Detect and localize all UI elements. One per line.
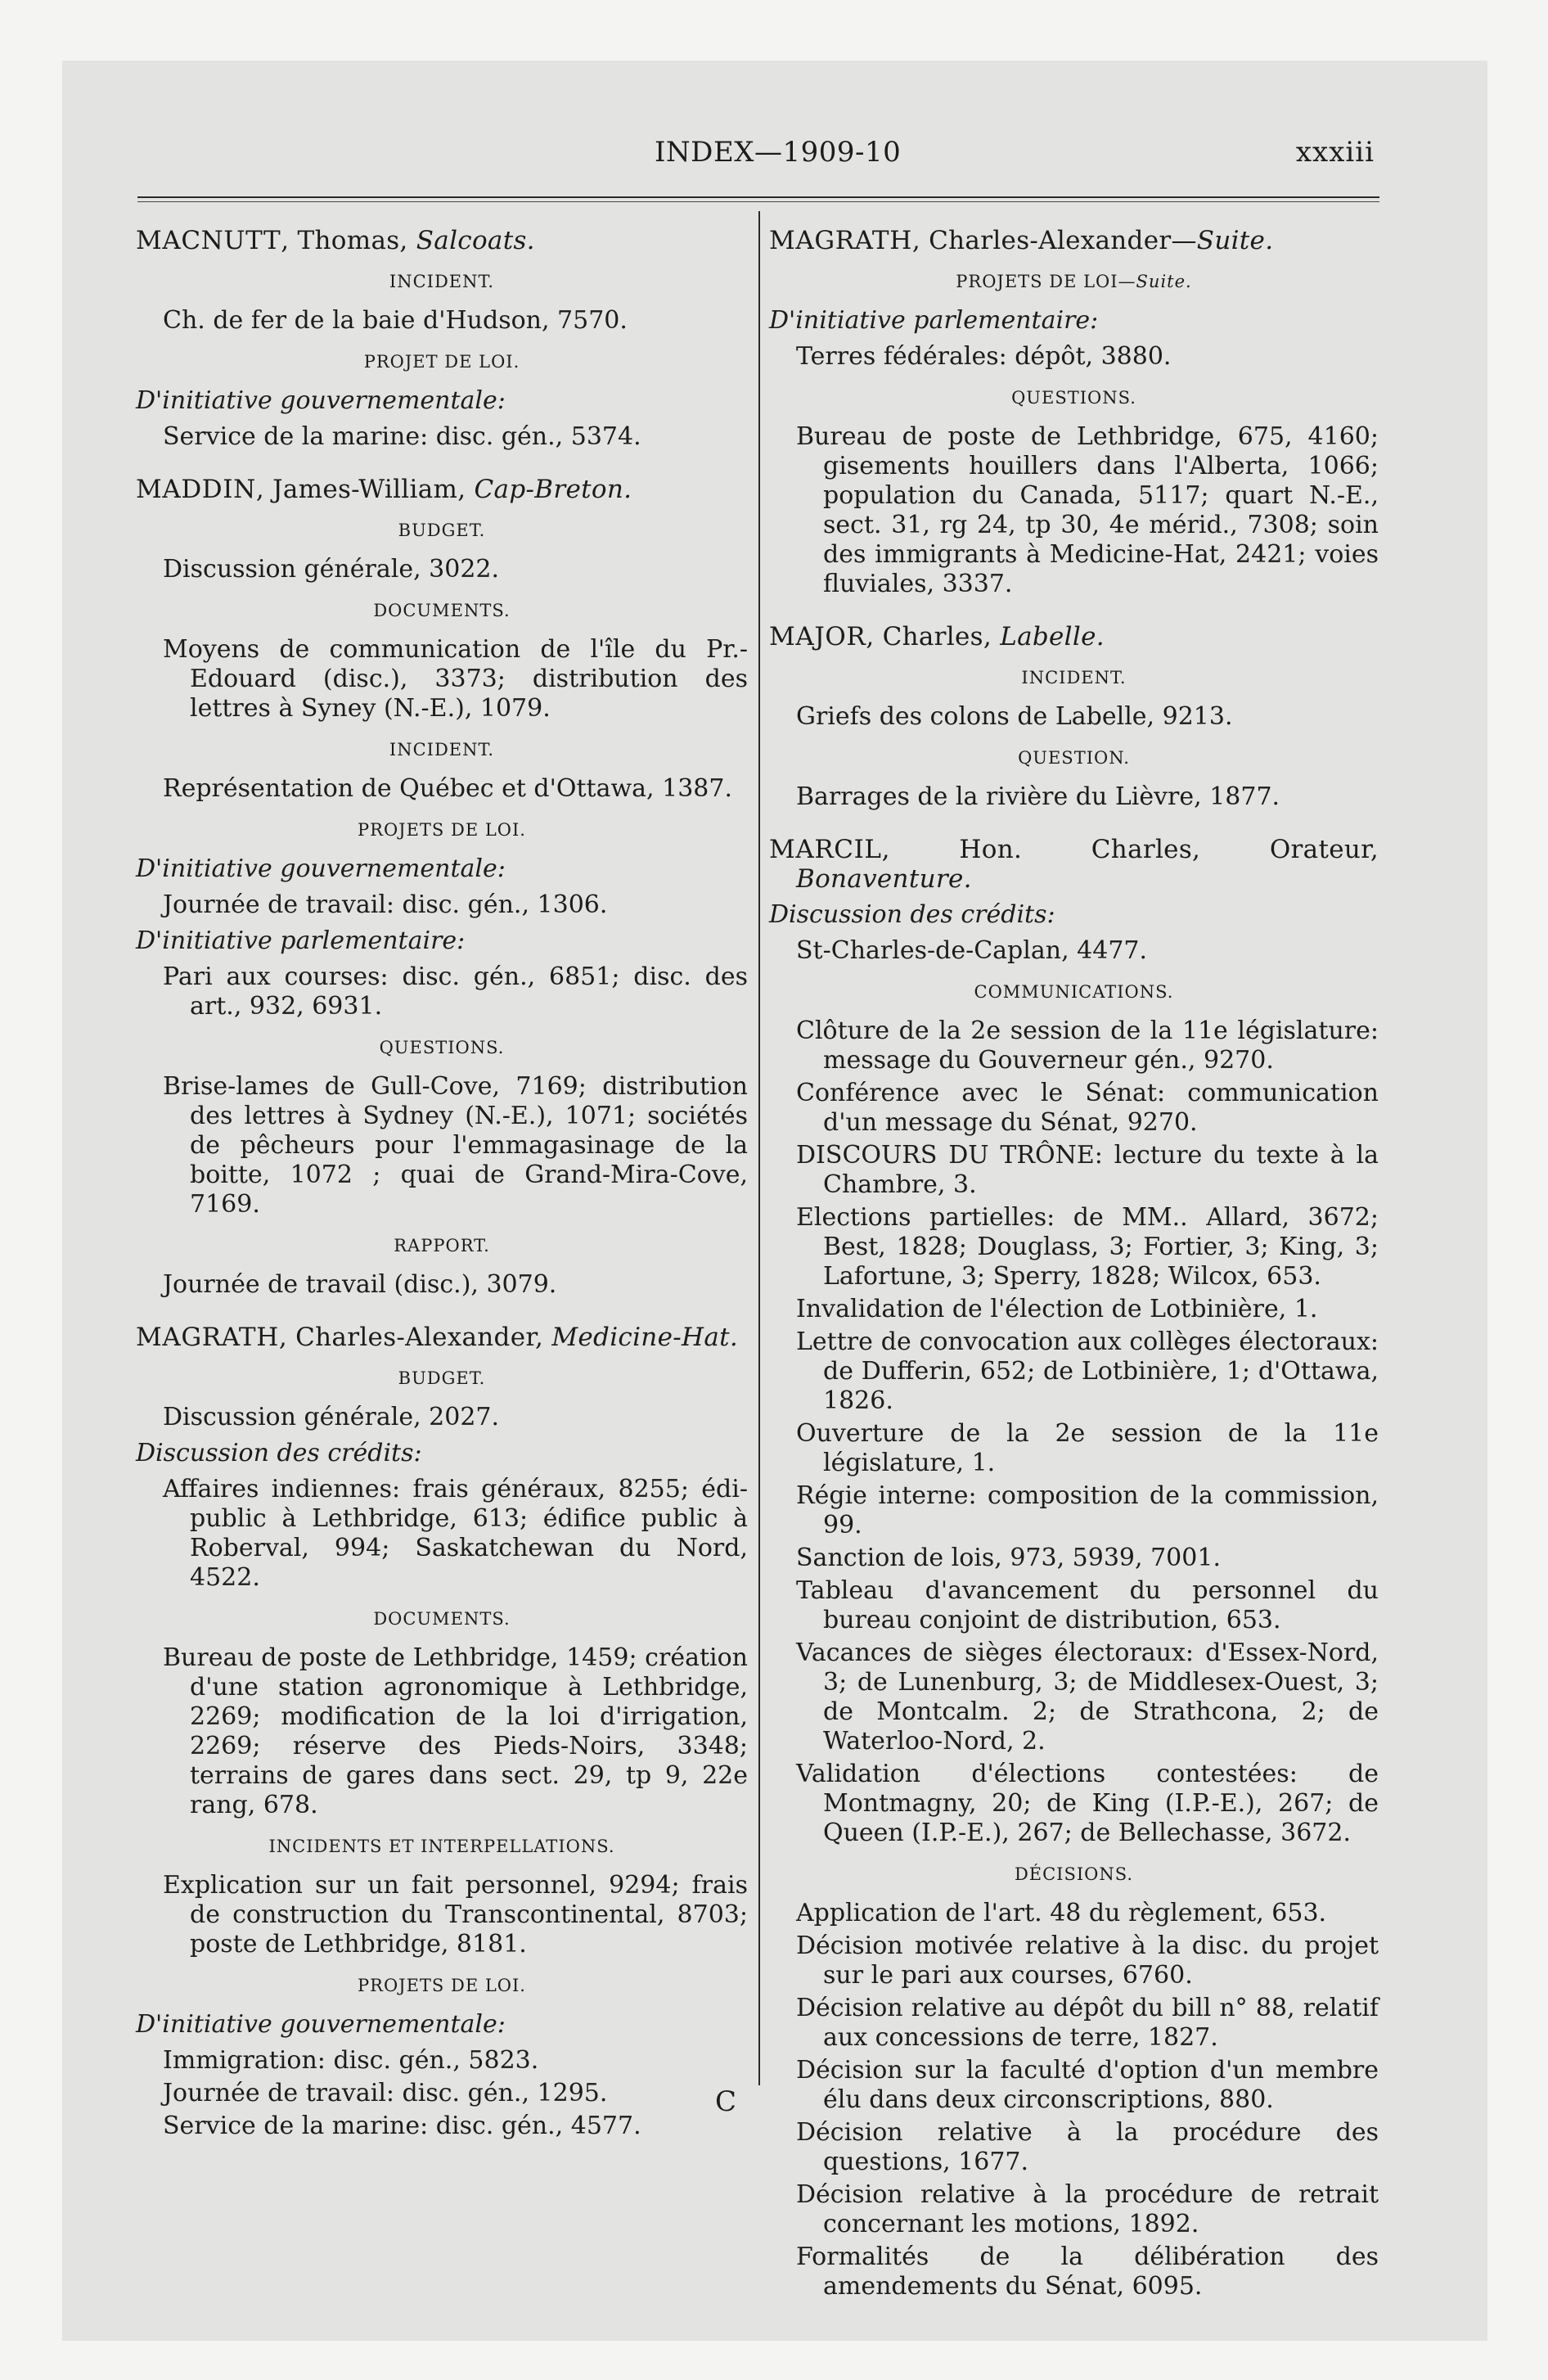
index-entry: Décision sur la faculté d'option d'un membre élu dans deux circonscriptions, 880. [796, 2056, 1379, 2114]
index-entry: Représentation de Québec et d'Ottawa, 1387. [163, 774, 732, 803]
index-entry: Ch. de fer de la baie d'Hudson, 7570. [163, 306, 628, 335]
index-entry: Affaires indiennes: frais généraux, 8255; édi-public à Lethbridge, 613; édifice public à Roberval, 994; Saskatchewan du Nord, 4522. [163, 1475, 748, 1592]
left-column [136, 226, 748, 2144]
section-heading: DOCUMENTS. [373, 601, 511, 620]
index-entry: Formalités de la délibération des amendements du Sénat, 6095. [796, 2243, 1379, 2301]
index-entry: Régie interne: composition de la commission, 99. [796, 1481, 1379, 1539]
section-heading: QUESTIONS. [1011, 388, 1136, 408]
index-entry: Bureau de poste de Lethbridge, 675, 4160; gisements houillers dans l'Alberta, 1066; population du Canada, 5117; quart N.-E., sect. 31, rg 24, tp 30, 4e mérid., 7308; soin des immigrants à Medicine-Hat, 2421; voies fluviales, 3337. [796, 422, 1379, 598]
section-heading: BUDGET. [398, 521, 486, 540]
index-entry: Explication sur un fait personnel, 9294; frais de construction du Transcontinental, 8703; poste de Lethbridge, 8181. [163, 1871, 748, 1959]
section-heading: DÉCISIONS. [1014, 1864, 1134, 1884]
member-name-magrath-suite: MAGRATH, Charles-Alexander—Suite. [769, 226, 1274, 255]
index-entry: Application de l'art. 48 du règlement, 653. [796, 1899, 1327, 1927]
member-name-macnutt: MACNUTT, Thomas, Salcoats. [136, 226, 535, 255]
index-entry: DISCOURS DU TRÔNE: lecture du texte à la Chambre, 3. [796, 1141, 1379, 1199]
index-entry: Terres fédérales: dépôt, 3880. [796, 342, 1172, 371]
index-entry: Ouverture de la 2e session de la 11e législature, 1. [796, 1419, 1379, 1477]
index-entry: Lettre de convocation aux collèges électoraux: de Dufferin, 652; de Lotbinière, 1; d'Ottawa, 1826. [796, 1327, 1379, 1415]
index-entry: Décision relative au dépôt du bill n° 88, relatif aux concessions de terre, 1827. [796, 1994, 1379, 2052]
member-name-magrath: MAGRATH, Charles-Alexander, Medicine-Hat. [136, 1323, 739, 1352]
page-number: xxxiii [1295, 136, 1375, 169]
section-heading: INCIDENT. [389, 740, 495, 760]
index-entry: St-Charles-de-Caplan, 4477. [796, 936, 1148, 965]
index-entry: Pari aux courses: disc. gén., 6851; disc. des art., 932, 6931. [163, 962, 748, 1021]
index-entry: Barrages de la rivière du Lièvre, 1877. [796, 782, 1280, 811]
index-entry: Journée de travail: disc. gén., 1306. [163, 890, 608, 919]
running-header-title: INDEX—1909-10 [655, 136, 902, 169]
index-entry: Discussion générale, 2027. [163, 1403, 500, 1431]
section-heading: PROJETS DE LOI. [358, 820, 526, 840]
section-heading: QUESTIONS. [379, 1038, 505, 1057]
section-heading: PROJETS DE LOI—Suite. [956, 272, 1192, 291]
index-entry: Décision relative à la procédure de retrait concernant les motions, 1892. [796, 2180, 1379, 2238]
index-entry: Décision relative à la procédure des questions, 1677. [796, 2118, 1379, 2176]
section-heading: RAPPORT. [394, 1236, 490, 1255]
section-heading: INCIDENTS ET INTERPELLATIONS. [268, 1837, 615, 1856]
index-entry: Tableau d'avancement du personnel du bureau conjoint de distribution, 653. [796, 1576, 1379, 1634]
index-entry: Elections partielles: de MM.. Allard, 3672; Best, 1828; Douglass, 3; Fortier, 3; King, 3; Lafortune, 3; Sperry, 1828; Wilcox, 653. [796, 1203, 1379, 1291]
header-rule [137, 196, 1379, 198]
subsection-heading: Discussion des crédits: [769, 900, 1055, 929]
index-entry: Invalidation de l'élection de Lotbinière, 1. [796, 1295, 1318, 1323]
subsection-heading: D'initiative parlementaire: [136, 926, 466, 955]
subsection-heading: D'initiative gouvernementale: [136, 854, 506, 883]
member-name-marcil: MARCIL, Hon. Charles, Orateur, Bonaventure. [769, 835, 1379, 894]
index-entry: Sanction de lois, 973, 5939, 7001. [796, 1544, 1221, 1572]
index-entry: Validation d'élections contestées: de Montmagny, 20; de King (I.P.-E.), 267; de Queen (I.P.-E.), 267; de Bellechasse, 3672. [796, 1760, 1379, 1847]
section-heading: PROJET DE LOI. [363, 352, 520, 372]
index-entry: Décision motivée relative à la disc. du projet sur le pari aux courses, 6760. [796, 1931, 1379, 1990]
section-heading: COMMUNICATIONS. [974, 982, 1174, 1002]
section-heading: DOCUMENTS. [373, 1609, 511, 1629]
member-name-maddin: MADDIN, James-William, Cap-Breton. [136, 475, 632, 504]
subsection-heading: D'initiative gouvernementale: [136, 2010, 506, 2039]
index-entry: Moyens de communication de l'île du Pr.-Edouard (disc.), 3373; distribution des lettres à Syney (N.-E.), 1079. [163, 635, 748, 723]
subsection-heading: D'initiative gouvernementale: [136, 386, 506, 415]
index-entry: Discussion générale, 3022. [163, 555, 500, 584]
index-entry: Immigration: disc. gén., 5823. [163, 2046, 539, 2075]
index-entry: Service de la marine: disc. gén., 4577. [163, 2112, 641, 2140]
section-heading: INCIDENT. [1021, 668, 1127, 687]
index-entry: Journée de travail (disc.), 3079. [163, 1270, 557, 1299]
index-entry: Brise-lames de Gull-Cove, 7169; distribution des lettres à Sydney (N.-E.), 1071; sociétés de pêcheurs pour l'emmagasinage de la boitte, 1072 ; quai de Grand-Mira-Cove, 7169. [163, 1072, 748, 1219]
section-heading: PROJETS DE LOI. [358, 1976, 526, 1995]
index-entry: Journée de travail: disc. gén., 1295. [163, 2079, 608, 2107]
subsection-heading: D'initiative parlementaire: [769, 306, 1099, 335]
signature-mark: C [715, 2085, 737, 2118]
index-entry: Griefs des colons de Labelle, 9213. [796, 702, 1233, 731]
header-rule-thin [137, 201, 1379, 202]
index-entry: Service de la marine: disc. gén., 5374. [163, 422, 641, 451]
section-heading: BUDGET. [398, 1368, 486, 1388]
index-entry: Clôture de la 2e session de la 11e législature: message du Gouverneur gén., 9270. [796, 1016, 1379, 1075]
subsection-heading: Discussion des crédits: [136, 1439, 422, 1467]
section-heading: QUESTION. [1018, 748, 1130, 768]
index-entry: Conférence avec le Sénat: communication d'un message du Sénat, 9270. [796, 1079, 1379, 1137]
column-divider [758, 211, 760, 2085]
section-heading: INCIDENT. [389, 272, 495, 291]
right-column [769, 226, 1379, 2305]
index-entry: Bureau de poste de Lethbridge, 1459; création d'une station agronomique à Lethbridge, 2269; modification de la loi d'irrigation, 2269; réserve des Pieds-Noirs, 3348; terrains de gares dans sect. 29, tp 9, 22e rang, 678. [163, 1643, 748, 1819]
index-entry: Vacances de sièges électoraux: d'Essex-Nord, 3; de Lunenburg, 3; de Middlesex-Ouest, 3; de Montcalm. 2; de Strathcona, 2; de Waterloo-Nord, 2. [796, 1639, 1379, 1756]
member-name-major: MAJOR, Charles, Labelle. [769, 622, 1105, 651]
